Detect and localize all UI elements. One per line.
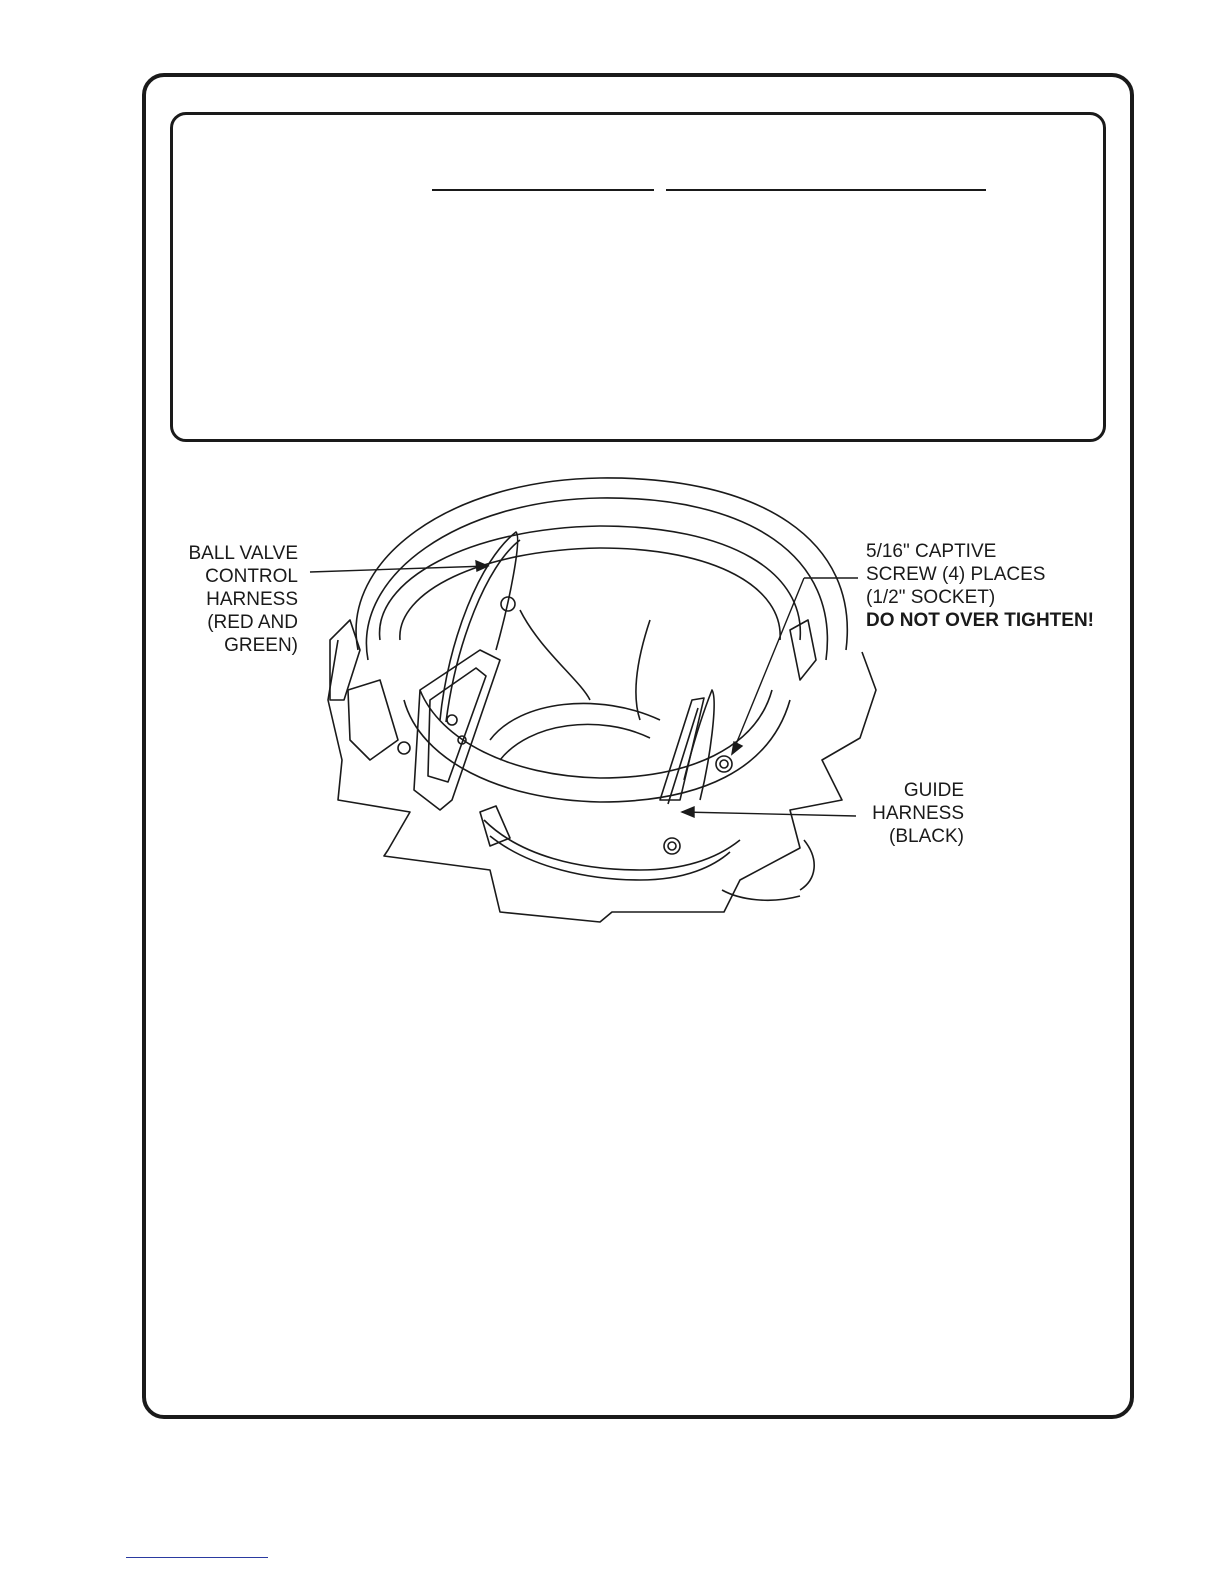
left-bracket-2	[348, 680, 398, 760]
valve-pivot	[447, 715, 457, 725]
captive-screw-callout-line: 5/16" CAPTIVE	[866, 541, 997, 562]
ball-valve-callout-line: (RED AND	[207, 612, 298, 633]
ball-valve-callout	[150, 542, 298, 657]
right-screw-lower	[664, 838, 680, 854]
housing-outline	[328, 640, 876, 922]
over-tighten-warning: DO NOT OVER TIGHTEN!	[866, 610, 1094, 631]
bowl-shadow	[520, 610, 590, 700]
left-screw	[398, 742, 410, 754]
ball-valve-callout-line: BALL VALVE	[188, 543, 298, 564]
guide-plate	[660, 698, 704, 800]
bowl-inner	[490, 703, 660, 740]
guide-harness-callout-line: GUIDE	[903, 780, 964, 801]
leader-ball-valve-arrow	[476, 561, 488, 571]
ball-valve-callout-line: HARNESS	[206, 589, 298, 610]
leader-guide-harness-arrow	[682, 807, 694, 817]
right-screw-upper	[716, 756, 732, 772]
outer-rim-2	[366, 498, 827, 660]
footer-link-underline	[126, 1557, 268, 1558]
right-bracket-2	[800, 840, 814, 890]
valve-plate	[414, 650, 500, 810]
ball-valve-callout-line: GREEN)	[224, 635, 298, 656]
bowl-inner-2	[500, 724, 650, 760]
right-bracket	[790, 620, 816, 680]
inner-rim	[400, 548, 780, 640]
guide-ring	[484, 820, 740, 870]
captive-screw-callout-line: (1/2" SOCKET)	[866, 587, 996, 608]
leader-captive-screw-2	[732, 578, 804, 754]
bowl-shadow-2	[636, 620, 650, 720]
ball-valve-callout-line: CONTROL	[205, 566, 298, 587]
ball-valve-harness-wire	[440, 532, 518, 720]
leader-captive-screw-arrow	[732, 742, 742, 754]
captive-screw-callout-line: SCREW (4) PLACES	[866, 564, 1046, 585]
guide-harness-callout-line: HARNESS	[872, 803, 964, 824]
right-screw-upper-inner	[720, 760, 728, 768]
outer-rim	[356, 478, 847, 650]
captive-screw-callout	[866, 540, 1126, 632]
guide-harness-callout	[820, 779, 964, 848]
guide-ring-2	[490, 836, 730, 880]
right-screw-lower-inner	[668, 842, 676, 850]
guide-harness-callout-line: (BLACK)	[889, 826, 964, 847]
